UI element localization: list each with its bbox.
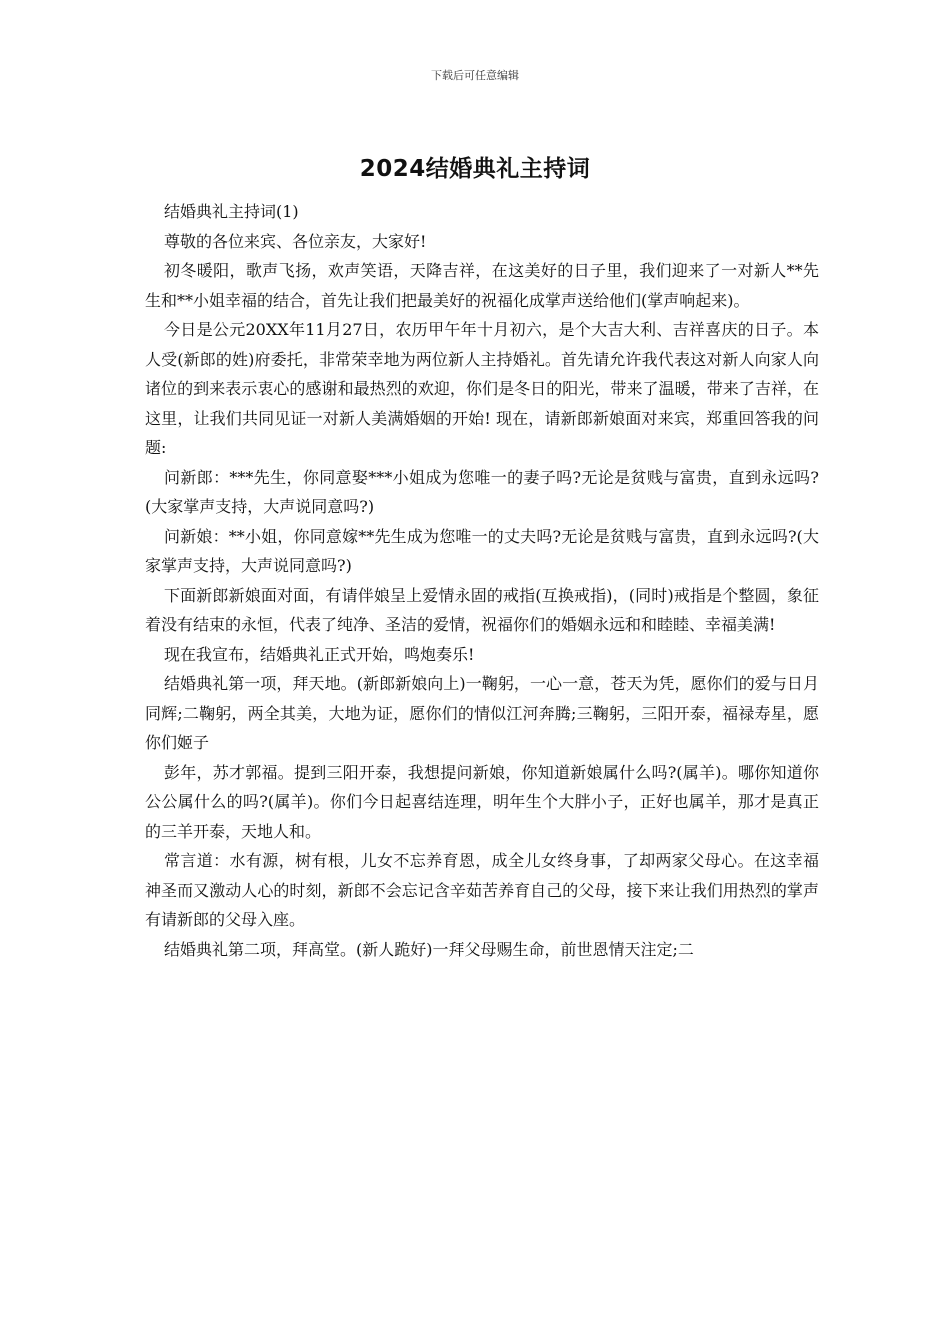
document-body [145,197,819,964]
paragraph: 常言道：水有源，树有根，儿女不忘养育恩，成全儿女终身事，了却两家父母心。在这幸福神圣而又激动人心的时刻，新郎不会忘记含辛茹苦养育自己的父母，接下来让我们用热烈的掌声有请新郎的父母入座。 [145,851,819,929]
paragraph: 下面新郎新娘面对面，有请伴娘呈上爱情永固的戒指(互换戒指)，(同时)戒指是个整圆，象征着没有结束的永恒，代表了纯净、圣洁的爱情，祝福你们的婚姻永远和和睦睦、幸福美满! [145,585,819,634]
paragraph: 结婚典礼第一项，拜天地。(新郎新娘向上)一鞠躬，一心一意，苍天为凭，愿你们的爱与日月同辉;二鞠躬，两全其美，大地为证，愿你们的情似江河奔腾;三鞠躬，三阳开泰，福禄寿星，愿你们姬子 [145,674,819,752]
paragraph: 初冬暖阳，歌声飞扬，欢声笑语，天降吉祥，在这美好的日子里，我们迎来了一对新人**先生和**小姐幸福的结合，首先让我们把最美好的祝福化成掌声送给他们(掌声响起来)。 [145,261,819,310]
document-title: 2024结婚典礼主持词 [359,156,591,182]
paragraph: 彭年，苏才郭福。提到三阳开泰，我想提问新娘，你知道新娘属什么吗?(属羊)。哪你知道你公公属什么的吗?(属羊)。你们今日起喜结连理，明年生个大胖小子，正好也属羊，那才是真正的三羊开泰，天地人和。 [145,762,819,841]
page-header-note: 下载后可任意编辑 [431,69,519,82]
paragraph: 今日是公元20XX年11月27日，农历甲午年十月初六，是个大吉大利、吉祥喜庆的日子。本人受(新郎的姓)府委托，非常荣幸地为两位新人主持婚礼。首先请允许我代表这对新人向家人向诸位的到来表示衷心的感谢和最热烈的欢迎，你们是冬日的阳光，带来了温暖，带来了吉祥，在这里，让我们共同见证一对新人美满婚姻的开始! 现在，请新郎新娘面对来宾，郑重回答我的问题: [145,320,819,457]
paragraph: 结婚典礼第二项，拜高堂。(新人跪好)一拜父母赐生命，前世恩情天注定;二 [164,939,694,959]
paragraph: 问新娘：**小姐，你同意嫁**先生成为您唯一的丈夫吗?无论是贫贱与富贵，直到永远吗?(大家掌声支持，大声说同意吗?) [145,526,819,575]
paragraph: 现在我宣布，结婚典礼正式开始，鸣炮奏乐! [164,644,475,664]
paragraph: 问新郎：***先生，你同意娶***小姐成为您唯一的妻子吗?无论是贫贱与富贵，直到永远吗?(大家掌声支持，大声说同意吗?) [145,467,819,516]
paragraph: 尊敬的各位来宾、各位亲友，大家好! [164,231,427,251]
paragraph: 结婚典礼主持词(1) [164,202,299,221]
